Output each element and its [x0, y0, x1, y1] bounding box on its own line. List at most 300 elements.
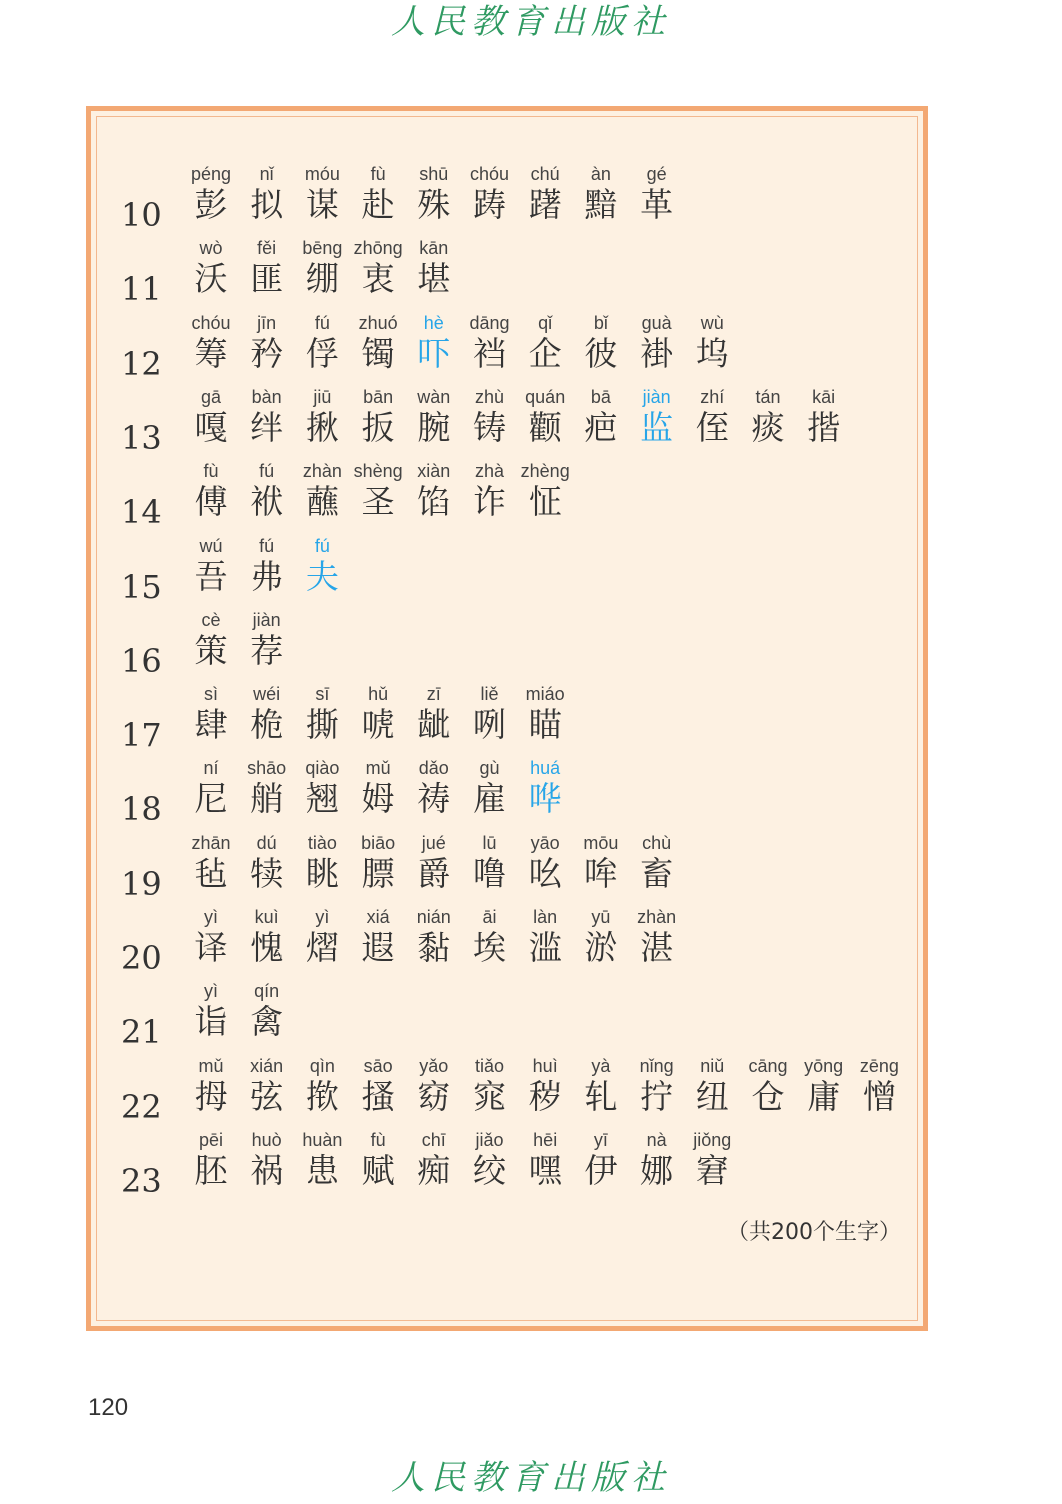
lesson-number: 22 [121, 1087, 162, 1126]
character-cell [573, 312, 629, 374]
hanzi: 姆 [361, 779, 395, 819]
pinyin: xiàn [417, 461, 451, 482]
character-cell-highlighted [629, 386, 685, 448]
character-cell [406, 683, 462, 745]
pinyin: kuì [254, 907, 279, 927]
character-cell [183, 832, 239, 894]
pinyin: zēng [859, 1055, 899, 1076]
character-cell [462, 683, 518, 745]
character-cell [462, 460, 518, 522]
hanzi: 搔 [361, 1076, 395, 1116]
character-cell-highlighted [406, 312, 462, 374]
pinyin: gù [479, 758, 500, 779]
pinyin: sāo [363, 1055, 393, 1076]
pinyin: xiá [366, 907, 390, 927]
pinyin: huàn [302, 1129, 343, 1150]
character-cell [239, 460, 295, 522]
character-cell [517, 386, 573, 448]
pinyin: wú [199, 535, 223, 556]
character-cell [183, 683, 239, 745]
pinyin: bēng [302, 238, 343, 259]
hanzi: 禽 [250, 1002, 284, 1042]
character-cell [350, 906, 406, 968]
pinyin: mǔ [198, 1055, 224, 1076]
character-cell [517, 1055, 573, 1117]
hanzi: 诈 [473, 482, 506, 522]
pinyin: chù [642, 832, 672, 853]
hanzi: 坞 [695, 333, 729, 373]
pinyin: lū [482, 832, 497, 853]
character-cell [183, 163, 239, 225]
character-cell [462, 163, 518, 225]
pinyin: yāo [530, 832, 560, 853]
character-cell [517, 683, 573, 745]
pinyin: nà [646, 1129, 667, 1150]
character-cell [239, 980, 295, 1042]
pinyin: zhuó [358, 312, 398, 333]
character-cell [851, 1055, 907, 1117]
hanzi: 眺 [305, 853, 339, 893]
character-cell [350, 832, 406, 894]
pinyin: zhà [474, 461, 505, 482]
pinyin: fú [314, 535, 330, 556]
hanzi: 窕 [473, 1076, 506, 1116]
pinyin: yì [203, 907, 218, 927]
character-cell [183, 757, 239, 819]
pinyin: yū [591, 907, 611, 927]
pinyin: zhàn [637, 907, 677, 927]
character-cell [684, 1055, 740, 1117]
hanzi: 唬 [361, 705, 395, 745]
hanzi: 踌 [473, 185, 506, 224]
hanzi: 肆 [194, 705, 228, 745]
hanzi: 吆 [528, 853, 562, 893]
hanzi: 彭 [194, 185, 228, 224]
hanzi: 埃 [473, 928, 506, 967]
pinyin: qín [254, 981, 280, 1002]
pinyin: wò [199, 238, 223, 259]
character-cell [183, 906, 239, 968]
pinyin: shū [419, 164, 449, 184]
lesson-number: 10 [121, 196, 162, 234]
hanzi: 筹 [194, 333, 228, 373]
hanzi: 嘿 [528, 1150, 562, 1190]
pinyin: cāng [748, 1055, 788, 1076]
hanzi: 绞 [473, 1150, 506, 1190]
character-cell [517, 312, 573, 374]
hanzi: 娜 [640, 1150, 674, 1190]
character-cell [462, 1129, 518, 1191]
pinyin: jiǎo [475, 1129, 504, 1150]
hanzi: 拧 [640, 1076, 674, 1116]
hanzi: 哞 [584, 853, 618, 893]
hanzi: 躇 [528, 185, 562, 224]
lesson-number: 14 [121, 493, 162, 532]
hanzi: 憎 [862, 1076, 896, 1116]
hanzi: 翘 [305, 779, 339, 819]
character-cell [629, 1129, 685, 1191]
character-cell [406, 1055, 462, 1117]
pinyin: dú [256, 832, 277, 853]
hanzi: 俘 [305, 333, 339, 373]
hanzi: 窈 [417, 1076, 451, 1116]
hanzi: 拟 [250, 185, 284, 224]
pinyin: yà [591, 1055, 611, 1076]
pinyin: zhōng [353, 238, 403, 259]
hanzi: 傅 [194, 482, 228, 522]
pinyin: hǔ [368, 684, 389, 705]
pinyin: qiào [305, 758, 340, 779]
publisher-logo-top: 人民教育出版社 [391, 2, 671, 42]
pinyin: sī [315, 684, 330, 705]
pinyin: jīn [257, 312, 277, 333]
character-cell [796, 386, 852, 448]
character-cell [406, 386, 462, 448]
character-cell [740, 1055, 796, 1117]
character-cell [462, 832, 518, 894]
hanzi: 尼 [194, 779, 228, 819]
character-cell [350, 1055, 406, 1117]
hanzi: 弦 [250, 1076, 284, 1116]
character-cell [183, 237, 239, 299]
character-cell [629, 906, 685, 968]
hanzi: 遐 [361, 928, 395, 967]
hanzi: 监 [640, 407, 674, 447]
character-cell [239, 535, 295, 597]
lesson-number: 20 [121, 939, 162, 977]
hanzi: 堪 [417, 259, 451, 299]
character-cell [294, 386, 350, 448]
hanzi: 扳 [361, 407, 395, 447]
pinyin: fú [314, 312, 330, 333]
pinyin: yì [315, 907, 330, 927]
character-cell [629, 1055, 685, 1117]
pinyin: kān [419, 238, 449, 259]
character-cell [517, 163, 573, 225]
hanzi: 拇 [194, 1076, 228, 1116]
hanzi: 黯 [584, 185, 618, 224]
hanzi: 策 [194, 630, 228, 670]
hanzi: 犊 [250, 853, 284, 893]
lesson-number: 21 [121, 1013, 162, 1052]
pinyin: làn [533, 907, 558, 927]
character-cell [183, 312, 239, 374]
character-cell [629, 832, 685, 894]
pinyin: jiǒng [693, 1129, 732, 1150]
pinyin: wéi [253, 684, 281, 705]
hanzi: 淤 [584, 928, 618, 967]
total-count: （共200个生字） [727, 1220, 901, 1245]
hanzi: 译 [194, 928, 228, 967]
character-cell [183, 1055, 239, 1117]
hanzi: 胚 [194, 1150, 228, 1190]
hanzi: 揩 [807, 407, 841, 447]
pinyin: āi [482, 907, 497, 927]
hanzi: 哗 [528, 779, 562, 819]
character-cell [573, 386, 629, 448]
pinyin: gā [200, 386, 222, 407]
character-cell [239, 386, 295, 448]
hanzi: 熠 [305, 928, 339, 967]
pinyin: nián [416, 907, 451, 927]
hanzi: 患 [305, 1150, 339, 1190]
character-cell [294, 460, 350, 522]
character-cell [294, 832, 350, 894]
pinyin: fù [370, 164, 386, 184]
pinyin: xián [250, 1055, 284, 1076]
pinyin: wàn [417, 386, 451, 407]
pinyin: qǐ [538, 312, 553, 333]
character-cell [462, 757, 518, 819]
character-cell [183, 460, 239, 522]
pinyin: shèng [353, 461, 403, 482]
character-cell [629, 312, 685, 374]
pinyin: zī [426, 684, 441, 705]
lesson-number: 18 [121, 790, 162, 829]
character-cell [294, 1055, 350, 1117]
hanzi: 伊 [584, 1150, 618, 1190]
character-cell [294, 163, 350, 225]
pinyin: chóu [469, 164, 510, 184]
pinyin: nǐng [639, 1055, 674, 1076]
pinyin: biāo [361, 832, 396, 853]
pinyin: zhèng [520, 461, 570, 482]
character-cell [183, 609, 239, 671]
pinyin: fěi [257, 238, 277, 259]
pinyin: chóu [191, 312, 231, 333]
character-cell [239, 832, 295, 894]
pinyin: cè [201, 609, 221, 630]
character-cell [239, 1055, 295, 1117]
pinyin: wù [700, 312, 724, 333]
character-cell [239, 312, 295, 374]
hanzi: 膘 [361, 853, 395, 893]
character-cell [406, 1129, 462, 1191]
hanzi: 撕 [305, 705, 339, 745]
pinyin: fù [203, 461, 219, 482]
character-cell [294, 237, 350, 299]
pinyin: pēi [198, 1129, 224, 1150]
character-cell [294, 683, 350, 745]
pinyin: fú [259, 461, 275, 482]
pinyin: àn [590, 164, 611, 184]
hanzi: 谋 [305, 185, 339, 224]
character-cell [517, 460, 573, 522]
pinyin: niǔ [700, 1055, 725, 1076]
hanzi: 袱 [250, 482, 284, 522]
character-cell [684, 386, 740, 448]
hanzi: 疤 [584, 407, 618, 447]
hanzi: 腕 [417, 407, 451, 447]
hanzi: 圣 [361, 482, 395, 522]
pinyin: bā [590, 386, 611, 407]
character-cell [183, 535, 239, 597]
character-cell [406, 460, 462, 522]
hanzi: 痴 [417, 1150, 451, 1190]
hanzi: 揪 [305, 407, 339, 447]
hanzi: 桅 [250, 705, 284, 745]
character-cell [239, 163, 295, 225]
character-cell [239, 237, 295, 299]
character-cell [796, 1055, 852, 1117]
hanzi: 揿 [305, 1076, 339, 1116]
pinyin: bàn [251, 386, 282, 407]
hanzi: 绊 [250, 407, 284, 447]
pinyin: péng [190, 164, 232, 184]
character-cell [406, 906, 462, 968]
pinyin: quán [525, 386, 566, 407]
hanzi: 怔 [528, 482, 562, 522]
pinyin: bān [363, 386, 394, 407]
pinyin: sì [203, 684, 218, 705]
character-cell-highlighted [517, 757, 573, 819]
hanzi: 赋 [361, 1150, 395, 1190]
hanzi: 赴 [361, 185, 395, 224]
character-cell [350, 460, 406, 522]
lesson-number: 15 [121, 567, 162, 606]
pinyin: liě [480, 684, 499, 705]
hanzi: 噜 [473, 853, 506, 893]
lesson-number: 12 [121, 344, 162, 383]
hanzi: 侄 [695, 407, 729, 447]
character-cell [462, 312, 518, 374]
pinyin: hēi [533, 1129, 558, 1150]
hanzi: 爵 [417, 853, 451, 893]
hanzi: 纽 [695, 1076, 729, 1116]
pinyin: ní [203, 758, 219, 779]
hanzi: 祷 [417, 779, 451, 819]
hanzi: 企 [528, 333, 562, 373]
character-cell [239, 609, 295, 671]
pinyin: huò [251, 1129, 282, 1150]
pinyin: yī [593, 1129, 608, 1150]
hanzi: 彼 [584, 333, 618, 373]
pinyin: móu [304, 164, 340, 184]
hanzi: 沃 [194, 259, 228, 299]
hanzi: 轧 [584, 1076, 618, 1116]
character-cell [350, 757, 406, 819]
character-cell [239, 683, 295, 745]
pinyin: huá [530, 758, 561, 779]
hanzi: 毡 [194, 853, 228, 893]
pinyin: qìn [309, 1055, 335, 1076]
character-cell [350, 237, 406, 299]
hanzi: 祸 [250, 1150, 284, 1190]
hanzi: 弗 [250, 556, 284, 596]
character-cell [294, 757, 350, 819]
hanzi: 痰 [751, 407, 785, 447]
character-cell [294, 312, 350, 374]
pinyin: mǔ [365, 758, 391, 779]
pinyin: guà [641, 312, 672, 333]
pinyin: nǐ [259, 164, 274, 184]
hanzi: 矜 [250, 333, 284, 373]
pinyin: tiǎo [474, 1055, 505, 1076]
character-cell [406, 237, 462, 299]
pinyin: miáo [525, 684, 565, 705]
pinyin: fù [370, 1129, 386, 1150]
pinyin: jiū [313, 386, 332, 407]
hanzi: 镯 [361, 333, 395, 373]
character-cell [740, 386, 796, 448]
character-cell [517, 1129, 573, 1191]
hanzi: 龇 [417, 705, 451, 745]
pinyin: yǎo [419, 1055, 449, 1076]
lesson-number: 23 [121, 1161, 162, 1200]
character-cell [573, 1129, 629, 1191]
hanzi: 诣 [194, 1002, 228, 1042]
pinyin: shāo [247, 758, 287, 779]
pinyin: dāng [469, 312, 510, 333]
hanzi: 夫 [305, 556, 339, 596]
pinyin: yì [203, 981, 218, 1002]
character-table-frame [86, 106, 928, 1331]
character-cell [350, 312, 406, 374]
hanzi: 艄 [250, 779, 284, 819]
character-cell [573, 163, 629, 225]
pinyin: bǐ [593, 312, 608, 333]
hanzi: 畜 [640, 853, 674, 893]
hanzi: 褂 [640, 333, 674, 373]
character-cell [629, 163, 685, 225]
lesson-number: 17 [121, 716, 162, 755]
pinyin: zhān [191, 832, 231, 853]
pinyin: huì [532, 1055, 558, 1076]
hanzi: 瞄 [528, 705, 562, 745]
hanzi: 滥 [528, 928, 562, 967]
lesson-number: 19 [121, 864, 162, 903]
character-cell [350, 163, 406, 225]
character-cell [183, 386, 239, 448]
hanzi: 窘 [695, 1150, 729, 1190]
pinyin: zhí [700, 386, 725, 407]
character-cell [294, 1129, 350, 1191]
hanzi: 革 [640, 185, 674, 224]
hanzi: 颧 [528, 407, 562, 447]
character-cell [462, 1055, 518, 1117]
hanzi: 匪 [250, 259, 284, 299]
hanzi: 衷 [361, 259, 395, 299]
pinyin: mōu [583, 832, 619, 853]
hanzi: 愧 [250, 928, 284, 967]
character-cell [517, 906, 573, 968]
lesson-number: 11 [121, 270, 162, 309]
hanzi: 庸 [807, 1076, 841, 1116]
hanzi: 秽 [528, 1076, 562, 1116]
hanzi: 仓 [751, 1076, 785, 1116]
character-cell [406, 757, 462, 819]
page-number: 120 [88, 1394, 129, 1421]
character-cell [239, 906, 295, 968]
hanzi: 嘎 [194, 407, 228, 447]
character-cell-highlighted [294, 535, 350, 597]
pinyin: fú [259, 535, 275, 556]
hanzi: 黏 [417, 928, 451, 967]
character-cell [350, 1129, 406, 1191]
character-cell [684, 312, 740, 374]
publisher-logo-bottom: 人民教育出版社 [391, 1458, 671, 1498]
hanzi: 湛 [640, 928, 674, 967]
hanzi: 馅 [417, 482, 451, 522]
pinyin: kāi [812, 386, 836, 407]
character-cell [294, 906, 350, 968]
pinyin: zhàn [302, 461, 342, 482]
character-cell [350, 683, 406, 745]
character-cell [462, 906, 518, 968]
lesson-number: 13 [121, 418, 162, 457]
character-cell [573, 832, 629, 894]
pinyin: gé [646, 164, 667, 184]
